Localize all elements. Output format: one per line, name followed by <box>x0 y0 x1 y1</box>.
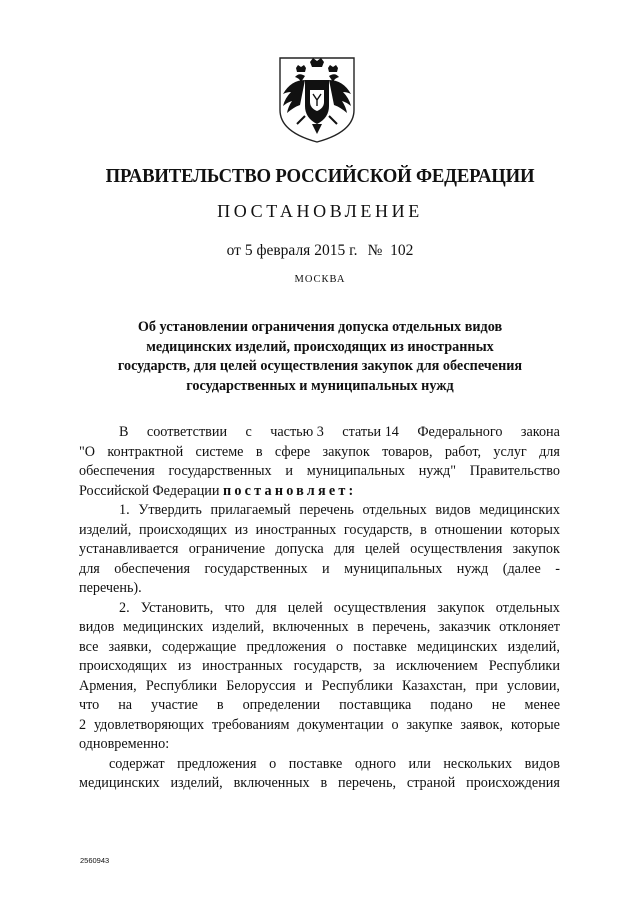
body-word: требованиям <box>211 716 290 733</box>
body-word: одного <box>354 755 396 772</box>
body-word: муниципальных <box>306 463 405 479</box>
subject-line: медицинских изделий, происходящих из иностранных <box>146 338 494 355</box>
body-word: нескольких <box>443 755 513 772</box>
body-word: Республики <box>488 658 560 674</box>
body-word: закона <box>520 424 560 440</box>
body-word: Белоруссия <box>226 677 296 694</box>
body-word: (далее <box>502 560 541 577</box>
body-word: системе <box>195 443 244 460</box>
body-word: медицинских <box>479 502 560 518</box>
body-text: перечень). <box>79 580 142 596</box>
body-word: подано <box>430 697 473 713</box>
body-line <box>79 755 560 775</box>
body-word: видов <box>524 755 560 772</box>
body-word: видов <box>79 619 115 635</box>
body-word: происходящих <box>79 658 168 674</box>
body-word: менее <box>524 697 560 713</box>
body-word: государственных <box>204 560 308 577</box>
body-word: для <box>255 599 277 616</box>
body-word: удовлетворяющих <box>93 716 205 733</box>
body-text: Российской Федерации <box>79 482 220 499</box>
body-word: Республики <box>321 677 393 694</box>
body-word: отношении <box>434 521 503 538</box>
body-word: в <box>255 443 263 460</box>
body-word: или <box>408 755 431 772</box>
body-word: перечень, <box>372 619 431 635</box>
body-word: предложения <box>246 638 326 655</box>
body-word: и <box>322 560 330 577</box>
body-word: перечень, <box>338 775 397 791</box>
body-word: содержащие <box>161 638 237 655</box>
body-word: сфере <box>274 443 311 460</box>
body-word: для <box>79 560 100 577</box>
body-word: нужд <box>456 560 489 577</box>
body-line <box>79 696 560 716</box>
body-word: прилагаемый <box>210 502 291 518</box>
subject-line: государственных и муниципальных нужд <box>186 377 454 394</box>
body-line <box>79 501 560 521</box>
body-line <box>79 540 560 560</box>
document-code: 2560943 <box>80 856 110 865</box>
body-word: осуществления <box>410 541 503 557</box>
body-word: муниципальных <box>344 560 443 577</box>
body-line <box>79 521 560 541</box>
body-word: условии, <box>506 677 560 694</box>
body-line <box>79 579 560 599</box>
body-line <box>79 443 560 463</box>
body-word: Утвердить <box>138 502 202 518</box>
body-word: в <box>357 619 364 635</box>
body-line <box>79 560 560 580</box>
body-word: В <box>119 424 129 440</box>
body-word: за <box>373 658 386 674</box>
body-word: в <box>320 775 328 791</box>
body-word: медицинских <box>416 638 498 655</box>
body-word: Федерального <box>417 424 503 440</box>
body-word: страной <box>406 775 456 791</box>
body-word: 2 <box>79 716 87 733</box>
body-word: "О <box>79 443 96 460</box>
body-word: ограничение <box>188 541 266 557</box>
body-word: Республики <box>145 677 218 694</box>
document-number: 102 <box>390 242 414 259</box>
body-word: государственных <box>168 463 272 479</box>
coat-of-arms-icon <box>272 52 362 144</box>
body-line <box>79 735 560 755</box>
body-line <box>79 482 560 502</box>
organization-title: ПРАВИТЕЛЬСТВО РОССИЙСКОЙ ФЕДЕРАЦИИ <box>105 166 535 187</box>
body-word: - <box>555 560 560 577</box>
body-word: работ, <box>444 443 482 460</box>
body-word: целей <box>287 599 323 616</box>
body-word: видов <box>435 502 471 518</box>
body-word: закупок <box>437 599 485 616</box>
body-word: поставке <box>353 638 407 655</box>
body-word: о <box>269 755 277 772</box>
body-word: включенных <box>233 775 310 791</box>
body-word: предложения <box>177 755 257 772</box>
body-word: частью 3 <box>270 424 324 440</box>
body-word: что <box>79 697 100 713</box>
body-word: Правительство <box>469 463 560 479</box>
document-body <box>79 423 560 794</box>
body-word: включенных <box>272 619 349 635</box>
body-line <box>79 462 560 482</box>
body-word: закупок <box>322 443 370 460</box>
body-word: происходящих <box>138 521 228 538</box>
body-word: и <box>285 463 293 479</box>
body-word: обеспечения <box>79 463 155 479</box>
document-subject <box>80 318 560 396</box>
body-word: для <box>333 541 355 557</box>
document-date: от 5 февраля 2015 г. <box>226 242 358 259</box>
body-word: заявок, <box>460 716 503 733</box>
decree-word: постановляет: <box>223 482 357 499</box>
body-word: 1. <box>119 502 130 518</box>
body-word: в <box>216 697 224 713</box>
body-word: которые <box>510 716 560 733</box>
body-word: закупок <box>512 541 560 557</box>
body-word: участие <box>151 697 198 713</box>
body-word: изделий, <box>211 619 265 635</box>
body-line <box>79 716 560 736</box>
body-word: нужд" <box>418 463 457 479</box>
body-word: товаров, <box>382 443 433 460</box>
body-word: иностранных <box>255 521 337 538</box>
body-line <box>79 774 560 794</box>
body-word: медицинских <box>122 619 204 635</box>
body-text: одновременно: <box>79 736 170 752</box>
body-word: с <box>245 424 252 440</box>
body-word: отклоняет <box>499 619 560 635</box>
body-word: 2. <box>119 599 130 616</box>
body-word: обеспечения <box>114 560 191 577</box>
body-word: изделий, <box>507 638 560 655</box>
body-word: иностранных <box>202 658 283 674</box>
body-word: Армения, <box>79 677 137 694</box>
body-word: целей <box>364 541 400 557</box>
body-line <box>79 618 560 638</box>
body-word: и <box>304 677 313 694</box>
body-word: что <box>224 599 245 616</box>
body-word: определении <box>242 697 321 713</box>
body-word: государств, <box>343 521 413 538</box>
body-word: поставщика <box>339 697 412 713</box>
body-word: контрактной <box>107 443 184 460</box>
body-word: которых <box>510 521 560 538</box>
body-word: отдельных <box>495 599 560 616</box>
body-word: содержат <box>109 755 165 772</box>
body-word: из <box>234 521 248 538</box>
body-word: происхождения <box>466 775 560 791</box>
body-word: заявки, <box>108 638 152 655</box>
body-word: в <box>420 521 427 538</box>
body-word: статьи 14 <box>342 424 399 440</box>
body-word: о <box>391 716 399 733</box>
body-word: отдельных <box>362 502 427 518</box>
body-word: устанавливается <box>79 541 179 557</box>
body-word: поставке <box>288 755 343 772</box>
body-word: заказчик <box>438 619 491 635</box>
body-line <box>79 599 560 619</box>
body-word: перечень <box>299 502 354 518</box>
body-word: изделий, <box>170 775 223 791</box>
body-word: о <box>336 638 344 655</box>
body-word: при <box>475 677 498 694</box>
body-line <box>79 423 560 443</box>
body-word: Казахстан, <box>402 677 467 694</box>
date-number-line <box>0 242 640 260</box>
body-word: не <box>491 697 506 713</box>
subject-line: государств, для целей осуществления закупок для обеспечения <box>117 358 523 374</box>
body-word: на <box>118 697 133 713</box>
body-line <box>79 657 560 677</box>
body-word: исключением <box>395 658 478 674</box>
document-type: ПОСТАНОВЛЕНИЕ <box>217 201 423 221</box>
body-word: изделий, <box>79 521 132 538</box>
number-sign: № <box>367 242 383 259</box>
body-word: осуществления <box>333 599 427 616</box>
body-word: государств, <box>293 658 363 674</box>
body-line <box>79 677 560 697</box>
subject-line: Об установлении ограничения допуска отдельных видов <box>137 319 503 335</box>
body-word: из <box>178 658 192 674</box>
body-word: закупке <box>406 716 453 733</box>
body-line <box>79 638 560 658</box>
body-word: все <box>79 638 99 655</box>
body-word: услуг <box>493 443 527 460</box>
body-word: допуска <box>275 541 324 557</box>
body-word: Установить, <box>140 599 214 616</box>
body-word: соответствии <box>146 424 228 440</box>
body-word: для <box>539 443 560 460</box>
city: МОСКВА <box>294 274 346 285</box>
body-word: документации <box>297 716 384 733</box>
body-word: медицинских <box>79 775 160 791</box>
